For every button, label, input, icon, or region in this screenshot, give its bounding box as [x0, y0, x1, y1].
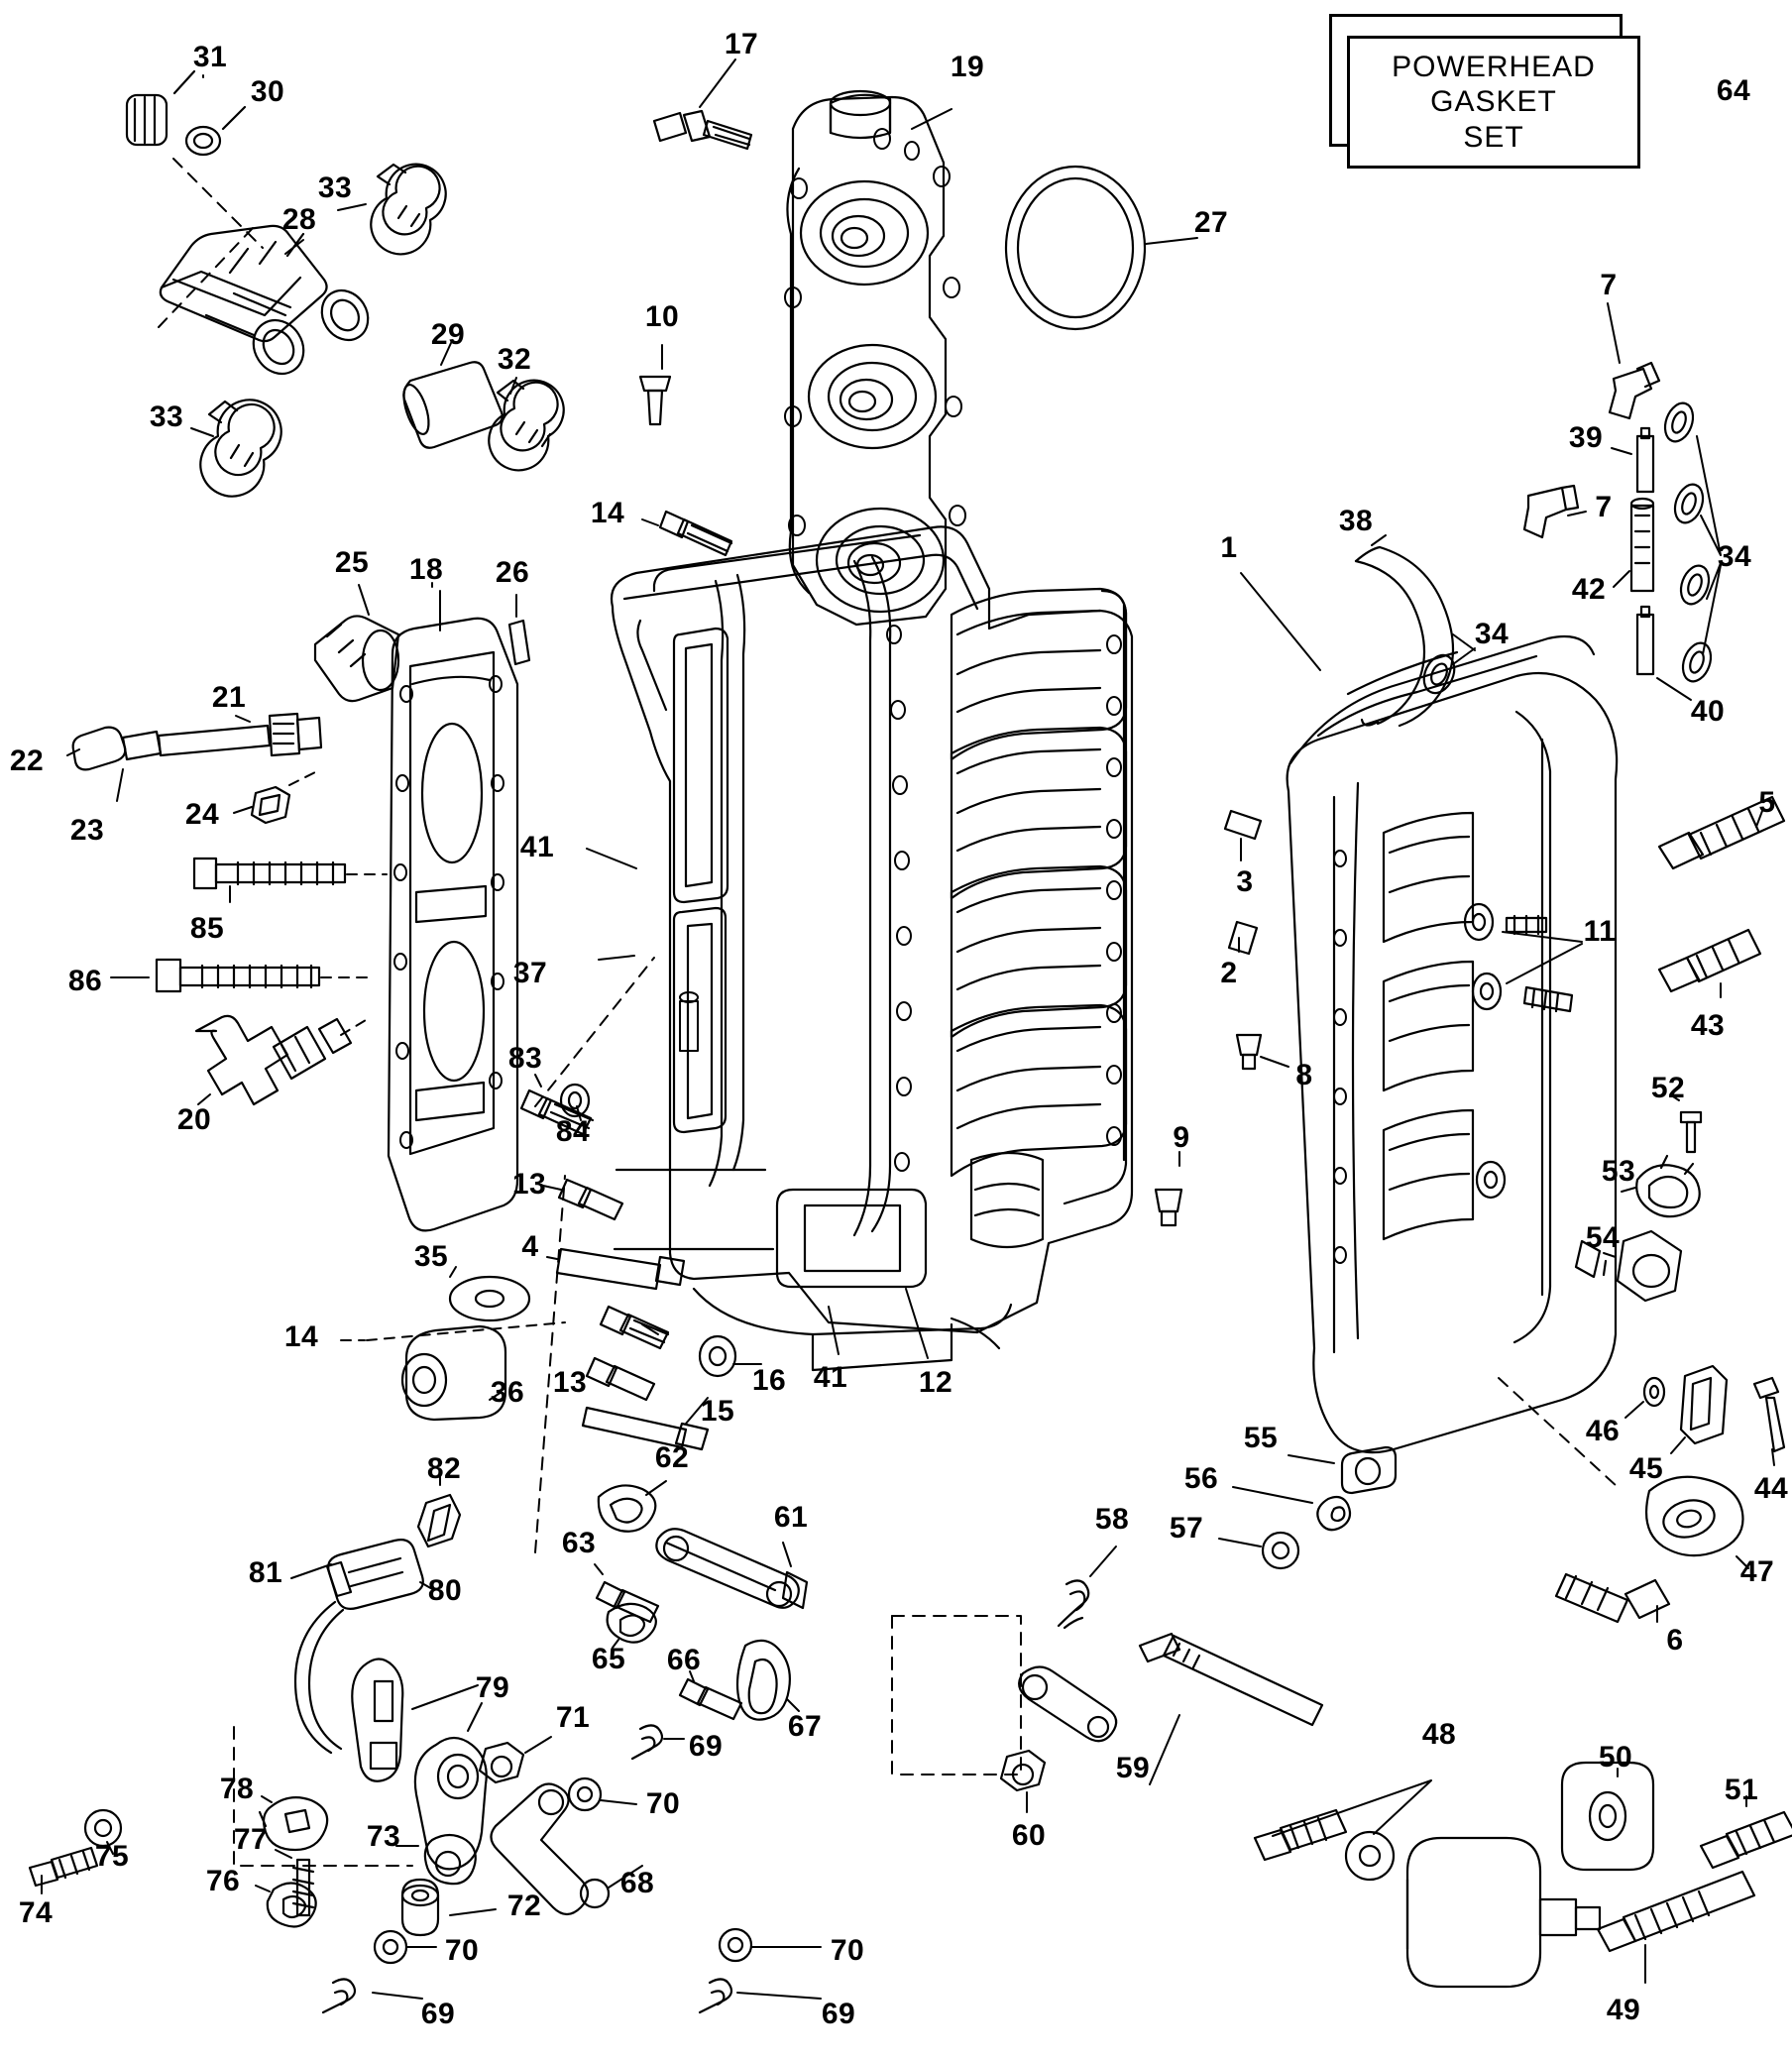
callout-72: 72 — [506, 1890, 542, 1922]
part-20-spark-plug — [196, 1016, 371, 1104]
callout-25: 25 — [334, 546, 370, 579]
legend-line-3: SET — [1463, 120, 1524, 154]
callout-39: 39 — [1568, 421, 1604, 454]
callout-41: 41 — [813, 1361, 848, 1394]
callout-55: 55 — [1243, 1422, 1279, 1454]
callout-36: 36 — [490, 1376, 525, 1409]
callout-51: 51 — [1724, 1774, 1759, 1806]
callout-24: 24 — [184, 798, 220, 831]
callout-65: 65 — [591, 1643, 626, 1675]
callout-77: 77 — [233, 1823, 269, 1856]
part-18-crankcase-cover — [315, 583, 654, 1552]
callout-8: 8 — [1295, 1059, 1313, 1091]
callout-82: 82 — [426, 1452, 462, 1485]
legend-line-1: POWERHEAD — [1392, 50, 1596, 83]
callout-2: 2 — [1220, 957, 1238, 989]
callout-69: 69 — [821, 1998, 856, 2030]
callout-26: 26 — [495, 556, 530, 589]
callout-37: 37 — [512, 957, 548, 989]
callout-76: 76 — [205, 1865, 241, 1897]
callout-5: 5 — [1758, 786, 1776, 819]
callout-3: 3 — [1236, 865, 1254, 898]
callout-33: 33 — [317, 172, 353, 204]
callout-73: 73 — [366, 1820, 401, 1853]
callout-85: 85 — [189, 912, 225, 945]
callout-63: 63 — [561, 1527, 597, 1559]
callout-41: 41 — [519, 831, 555, 863]
callout-30: 30 — [250, 75, 285, 108]
callout-69: 69 — [420, 1998, 456, 2030]
callout-54: 54 — [1585, 1221, 1621, 1254]
callout-7: 7 — [1600, 269, 1618, 301]
callout-64: 64 — [1716, 74, 1751, 107]
part-19-cylinder-head — [785, 91, 965, 625]
callout-17: 17 — [724, 28, 759, 60]
callout-6: 6 — [1666, 1624, 1684, 1657]
callout-34: 34 — [1474, 618, 1510, 650]
callout-69: 69 — [688, 1730, 724, 1763]
callout-75: 75 — [94, 1840, 130, 1873]
callout-22: 22 — [9, 745, 45, 777]
callout-9: 9 — [1173, 1121, 1190, 1154]
part-14-bolt-upper — [642, 512, 731, 555]
callout-13: 13 — [511, 1168, 547, 1201]
group-lower-levers — [323, 1703, 821, 2012]
callout-62: 62 — [654, 1441, 690, 1474]
callout-67: 67 — [787, 1710, 823, 1743]
callout-11: 11 — [1583, 915, 1617, 948]
callout-32: 32 — [497, 343, 532, 376]
part-38-hose — [1356, 535, 1475, 726]
callout-81: 81 — [248, 1556, 283, 1589]
callout-86: 86 — [67, 965, 103, 997]
callout-60: 60 — [1011, 1819, 1047, 1852]
callout-83: 83 — [507, 1042, 543, 1075]
callout-21: 21 — [211, 681, 247, 714]
callout-42: 42 — [1571, 573, 1607, 606]
part-27-oring — [1006, 167, 1197, 329]
group-dowels-right-of-block — [1156, 811, 1288, 1225]
callout-12: 12 — [918, 1366, 953, 1399]
powerhead-gasket-set-box — [1329, 14, 1648, 172]
callout-45: 45 — [1628, 1452, 1664, 1485]
callout-79: 79 — [475, 1671, 510, 1704]
callout-43: 43 — [1690, 1009, 1726, 1042]
callout-27: 27 — [1193, 206, 1229, 239]
callout-58: 58 — [1094, 1503, 1130, 1536]
callout-59: 59 — [1115, 1752, 1151, 1784]
callout-71: 71 — [555, 1701, 591, 1734]
callout-33: 33 — [149, 401, 184, 433]
callout-74: 74 — [18, 1896, 54, 1929]
callout-14: 14 — [590, 497, 625, 529]
callout-10: 10 — [644, 300, 680, 333]
callout-29: 29 — [430, 318, 466, 351]
callout-20: 20 — [176, 1103, 212, 1136]
callout-40: 40 — [1690, 695, 1726, 728]
callout-13: 13 — [552, 1366, 588, 1399]
group-85-86-bolts — [111, 859, 387, 991]
callout-28: 28 — [281, 203, 317, 236]
callout-23: 23 — [69, 814, 105, 847]
callout-48: 48 — [1421, 1718, 1457, 1751]
callout-52: 52 — [1650, 1072, 1686, 1104]
callout-15: 15 — [700, 1395, 735, 1428]
callout-78: 78 — [219, 1773, 255, 1805]
legend-box-front-panel — [1347, 36, 1640, 169]
callout-14: 14 — [283, 1320, 319, 1353]
callout-53: 53 — [1601, 1155, 1636, 1188]
callout-19: 19 — [950, 51, 985, 83]
callout-66: 66 — [666, 1644, 702, 1676]
callout-70: 70 — [830, 1934, 865, 1967]
callout-1: 1 — [1220, 531, 1238, 564]
callout-34: 34 — [1717, 540, 1752, 573]
legend-line-2: GASKET — [1430, 85, 1557, 119]
callout-70: 70 — [645, 1787, 681, 1820]
callout-47: 47 — [1739, 1555, 1775, 1588]
callout-61: 61 — [773, 1501, 809, 1534]
part-17-fitting — [654, 59, 751, 149]
group-fittings-right — [1418, 303, 1721, 700]
group-thermostat-hoses — [127, 71, 564, 497]
callout-50: 50 — [1598, 1741, 1633, 1774]
group-starter-bottom-right — [1255, 1763, 1792, 1987]
callout-44: 44 — [1753, 1472, 1789, 1505]
callout-4: 4 — [521, 1230, 539, 1263]
callout-35: 35 — [413, 1240, 449, 1273]
callout-70: 70 — [444, 1934, 480, 1967]
callout-57: 57 — [1169, 1512, 1204, 1545]
callout-68: 68 — [619, 1867, 655, 1899]
callout-31: 31 — [192, 41, 228, 73]
callout-84: 84 — [555, 1115, 591, 1148]
part-10-bolt — [640, 345, 670, 424]
callout-56: 56 — [1183, 1462, 1219, 1495]
part-1-cylinder-block — [587, 526, 1320, 1370]
callout-49: 49 — [1606, 1994, 1641, 2026]
callout-7: 7 — [1595, 491, 1613, 523]
callout-38: 38 — [1338, 505, 1374, 537]
callout-80: 80 — [427, 1574, 463, 1607]
callout-46: 46 — [1585, 1415, 1621, 1447]
callout-16: 16 — [751, 1364, 787, 1397]
callout-18: 18 — [408, 553, 444, 586]
